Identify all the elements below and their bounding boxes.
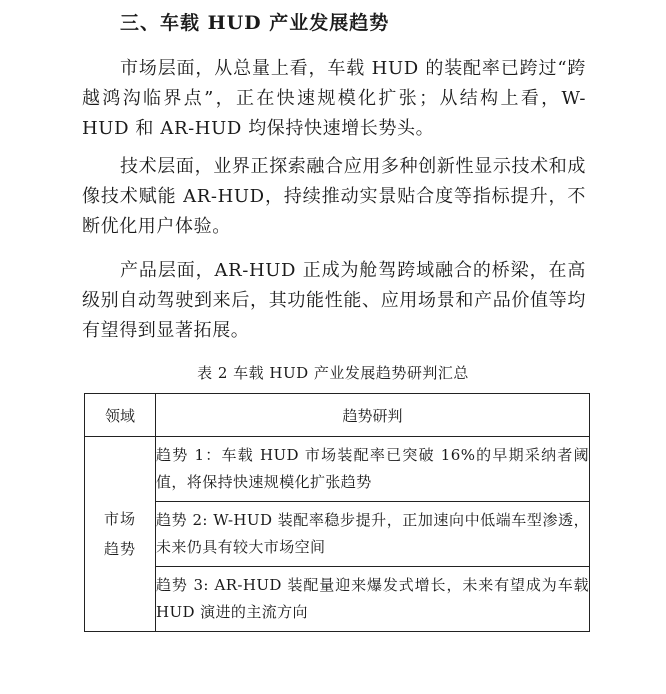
paragraph-technology: 技术层面，业界正探索融合应用多种创新性显示技术和成像技术赋能 AR-HUD，持续推动实景贴合度等指标提升，不断优化用户体验。: [82, 156, 586, 237]
table-header-row: [85, 394, 590, 437]
table-row: [85, 567, 590, 632]
paragraph-product: 产品层面，AR-HUD 正成为舱驾跨域融合的桥梁，在高级别自动驾驶到来后，其功能性能、应用场景和产品价值等均有望得到显著拓展。: [82, 260, 586, 341]
header-trend: 趋势研判: [156, 394, 590, 437]
domain-label-line2: 趋势: [103, 540, 136, 558]
table-row: [85, 502, 590, 567]
domain-cell-market: [85, 437, 156, 632]
domain-label-line1: 市场: [103, 510, 136, 528]
paragraph-market: 市场层面，从总量上看，车载 HUD 的装配率已跨过“跨越鸿沟临界点”，正在快速规模化扩张；从结构上看，W-HUD 和 AR-HUD 均保持快速增长势头。: [82, 58, 586, 139]
trend-cell-2: 趋势 2: W-HUD 装配率稳步提升，正加速向中低端车型渗透，未来仍具有较大市场空间: [156, 502, 590, 567]
section-heading: 三、车载 HUD 产业发展趋势: [120, 12, 390, 34]
trend-cell-3: 趋势 3: AR-HUD 装配量迎来爆发式增长，未来有望成为车载 HUD 演进的主流方向: [156, 567, 590, 632]
table-caption: 表 2 车载 HUD 产业发展趋势研判汇总: [197, 364, 469, 382]
trend-summary-table: [84, 393, 590, 632]
table-row: [85, 437, 590, 502]
trend-cell-1: 趋势 1：车载 HUD 市场装配率已突破 16%的早期采纳者阈值，将保持快速规模化扩张趋势: [156, 437, 590, 502]
header-domain: 领域: [85, 394, 156, 437]
